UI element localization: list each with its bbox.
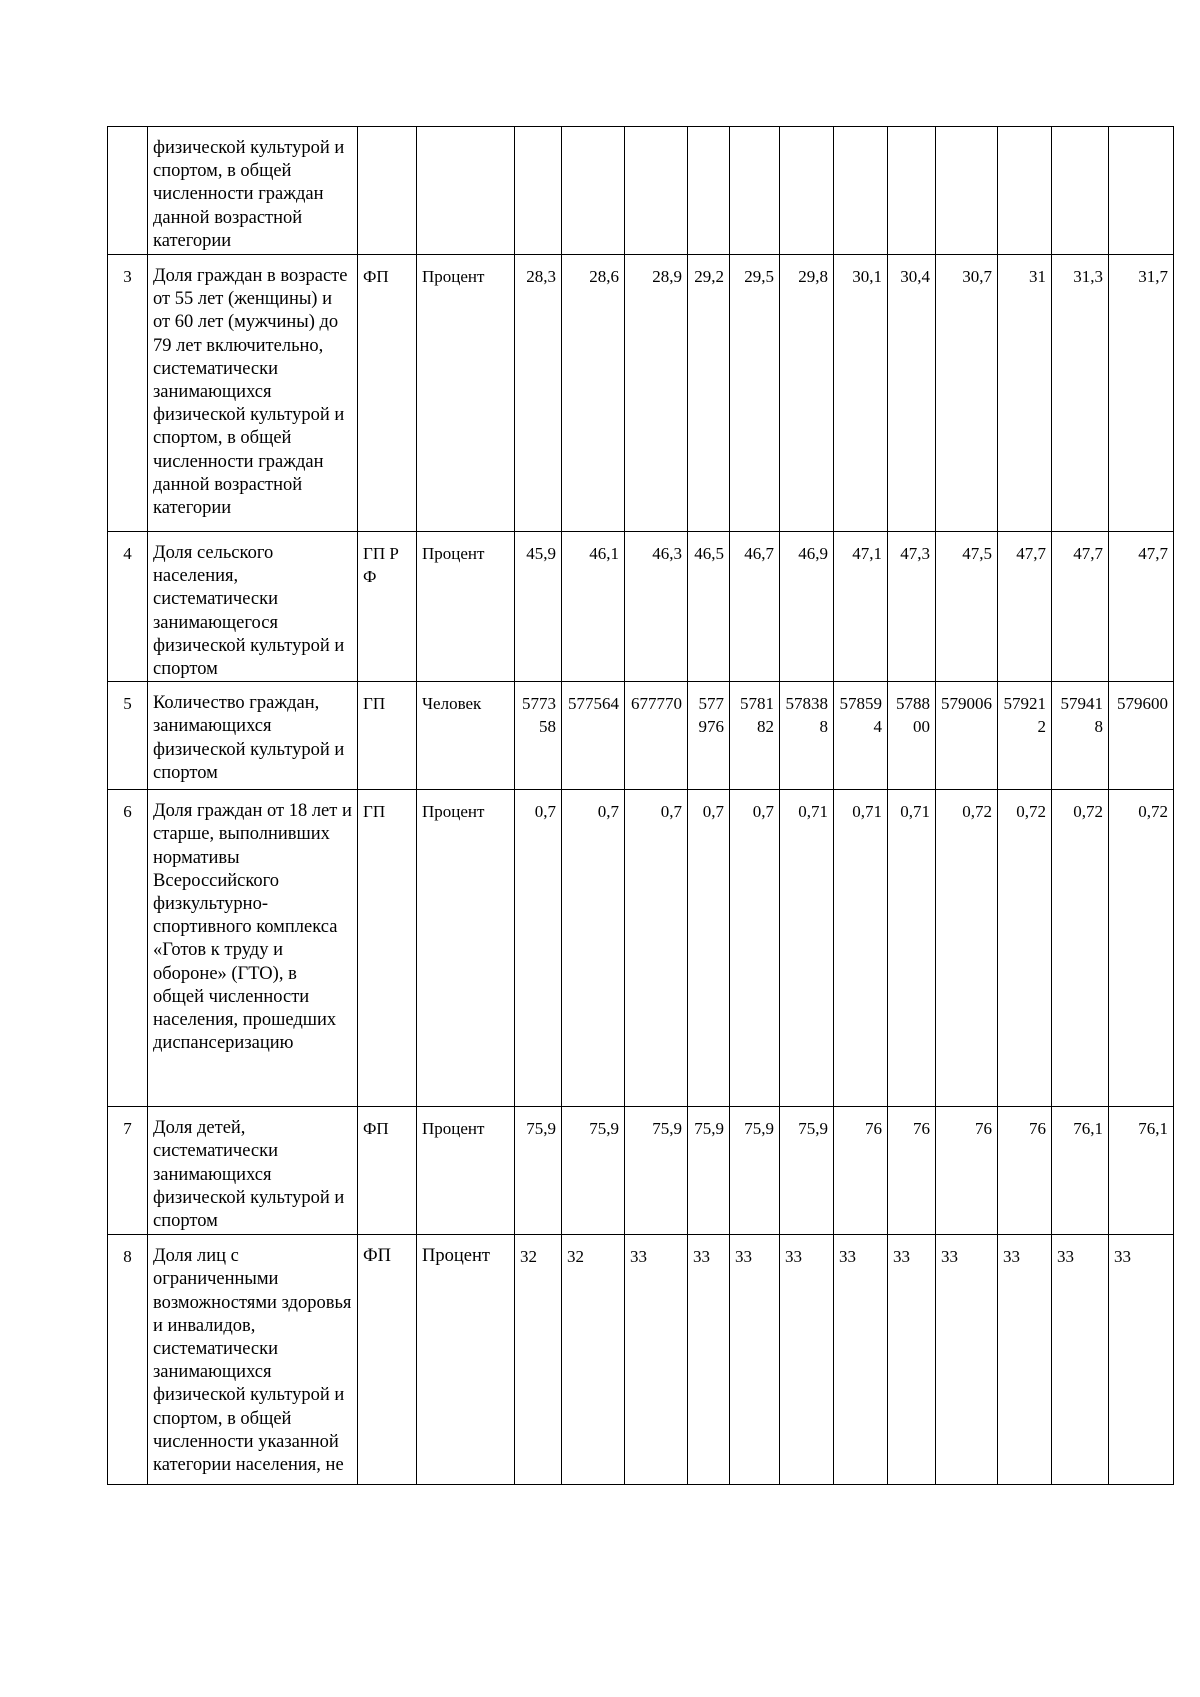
value-cell: 45,9: [515, 532, 562, 682]
value-cell: 33: [625, 1235, 688, 1485]
value-cell: 33: [888, 1235, 936, 1485]
value-cell: 33: [780, 1235, 834, 1485]
table-row: [108, 127, 1174, 255]
table-row: [108, 255, 1174, 532]
value-cell: 33: [730, 1235, 780, 1485]
value-cell: 47,1: [834, 532, 888, 682]
source-cell: ГП: [358, 682, 417, 790]
source-cell: [358, 127, 417, 255]
value-cell: [688, 127, 730, 255]
value-cell: 0,71: [888, 790, 936, 1107]
table-row: [108, 532, 1174, 682]
value-cell: 0,7: [625, 790, 688, 1107]
value-cell: 76: [834, 1107, 888, 1235]
value-cell: 47,3: [888, 532, 936, 682]
table-row: [108, 1107, 1174, 1235]
value-cell: 31: [998, 255, 1052, 532]
value-cell: 0,72: [1109, 790, 1174, 1107]
value-cell: 33: [998, 1235, 1052, 1485]
indicator-name: Доля детей, систематически занимающихся физической культурой и спортом: [148, 1107, 358, 1235]
source-cell: ФП: [358, 1107, 417, 1235]
value-cell: 32: [562, 1235, 625, 1485]
value-cell: 31,7: [1109, 255, 1174, 532]
value-cell: 30,7: [936, 255, 998, 532]
value-cell: 47,7: [1052, 532, 1109, 682]
value-cell: [998, 127, 1052, 255]
indicator-name: физической культурой и спортом, в общей численности граждан данной возрастной категории: [148, 127, 358, 255]
value-cell: 46,3: [625, 532, 688, 682]
unit-cell: [417, 127, 515, 255]
value-cell: 0,7: [688, 790, 730, 1107]
unit-cell: Процент: [417, 255, 515, 532]
row-number: 7: [108, 1107, 148, 1235]
value-cell: 28,6: [562, 255, 625, 532]
value-cell: 578594: [834, 682, 888, 790]
row-number: 8: [108, 1235, 148, 1485]
source-cell: ГП РФ: [358, 532, 417, 682]
value-cell: [888, 127, 936, 255]
unit-cell: Процент: [417, 1235, 515, 1485]
value-cell: 677770: [625, 682, 688, 790]
value-cell: [730, 127, 780, 255]
value-cell: 33: [936, 1235, 998, 1485]
value-cell: 577976: [688, 682, 730, 790]
row-number: 6: [108, 790, 148, 1107]
value-cell: 33: [1109, 1235, 1174, 1485]
unit-cell: Процент: [417, 790, 515, 1107]
indicator-name: Количество граждан, занимающихся физической культурой и спортом: [148, 682, 358, 790]
unit-cell: Человек: [417, 682, 515, 790]
table-row: [108, 1235, 1174, 1485]
source-cell: ГП: [358, 790, 417, 1107]
row-number: 5: [108, 682, 148, 790]
value-cell: 578388: [780, 682, 834, 790]
value-cell: 76,1: [1052, 1107, 1109, 1235]
value-cell: 75,9: [515, 1107, 562, 1235]
value-cell: 28,9: [625, 255, 688, 532]
value-cell: [625, 127, 688, 255]
value-cell: 47,7: [998, 532, 1052, 682]
value-cell: 579006: [936, 682, 998, 790]
value-cell: 577358: [515, 682, 562, 790]
source-cell: ФП: [358, 255, 417, 532]
value-cell: 75,9: [780, 1107, 834, 1235]
table-row: [108, 790, 1174, 1107]
value-cell: 46,9: [780, 532, 834, 682]
value-cell: 76: [936, 1107, 998, 1235]
value-cell: 75,9: [562, 1107, 625, 1235]
value-cell: 578800: [888, 682, 936, 790]
value-cell: 46,7: [730, 532, 780, 682]
row-number: [108, 127, 148, 255]
value-cell: 28,3: [515, 255, 562, 532]
value-cell: [515, 127, 562, 255]
row-number: 4: [108, 532, 148, 682]
value-cell: 75,9: [688, 1107, 730, 1235]
indicators-table: [107, 126, 1174, 1485]
value-cell: [562, 127, 625, 255]
value-cell: 579418: [1052, 682, 1109, 790]
value-cell: [780, 127, 834, 255]
value-cell: 33: [1052, 1235, 1109, 1485]
value-cell: 32: [515, 1235, 562, 1485]
value-cell: 0,72: [998, 790, 1052, 1107]
value-cell: 29,5: [730, 255, 780, 532]
value-cell: 47,5: [936, 532, 998, 682]
value-cell: 75,9: [730, 1107, 780, 1235]
unit-cell: Процент: [417, 532, 515, 682]
value-cell: 579600: [1109, 682, 1174, 790]
value-cell: 0,71: [834, 790, 888, 1107]
indicator-name: Доля граждан в возрасте от 55 лет (женщины) и от 60 лет (мужчины) до 79 лет включительно, систематически занимающихся физической культурой и спортом, в общей численности граждан данной возрастной категории: [148, 255, 358, 532]
value-cell: 46,1: [562, 532, 625, 682]
value-cell: [834, 127, 888, 255]
table-row: [108, 682, 1174, 790]
value-cell: [1109, 127, 1174, 255]
value-cell: 0,72: [936, 790, 998, 1107]
value-cell: 76: [888, 1107, 936, 1235]
value-cell: 29,8: [780, 255, 834, 532]
value-cell: 33: [834, 1235, 888, 1485]
unit-cell: Процент: [417, 1107, 515, 1235]
indicator-name: Доля лиц с ограниченными возможностями здоровья и инвалидов, систематически занимающихся физической культурой и спортом, в общей численности указанной категории населения, не: [148, 1235, 358, 1485]
value-cell: 76: [998, 1107, 1052, 1235]
value-cell: 577564: [562, 682, 625, 790]
indicator-name: Доля сельского населения, систематически занимающегося физической культурой и спортом: [148, 532, 358, 682]
value-cell: 46,5: [688, 532, 730, 682]
value-cell: 33: [688, 1235, 730, 1485]
value-cell: 0,7: [562, 790, 625, 1107]
value-cell: 578182: [730, 682, 780, 790]
source-cell: ФП: [358, 1235, 417, 1485]
value-cell: 30,4: [888, 255, 936, 532]
value-cell: 579212: [998, 682, 1052, 790]
value-cell: [1052, 127, 1109, 255]
value-cell: 75,9: [625, 1107, 688, 1235]
value-cell: 30,1: [834, 255, 888, 532]
value-cell: 0,7: [730, 790, 780, 1107]
value-cell: 29,2: [688, 255, 730, 532]
value-cell: 76,1: [1109, 1107, 1174, 1235]
value-cell: 31,3: [1052, 255, 1109, 532]
value-cell: 0,71: [780, 790, 834, 1107]
row-number: 3: [108, 255, 148, 532]
value-cell: 0,72: [1052, 790, 1109, 1107]
value-cell: 0,7: [515, 790, 562, 1107]
indicator-name: Доля граждан от 18 лет и старше, выполнивших нормативы Всероссийского физкультурно-спортивного комплекса «Готов к труду и обороне» (ГТО), в общей численности населения, прошедших диспансеризацию: [148, 790, 358, 1107]
value-cell: 47,7: [1109, 532, 1174, 682]
value-cell: [936, 127, 998, 255]
